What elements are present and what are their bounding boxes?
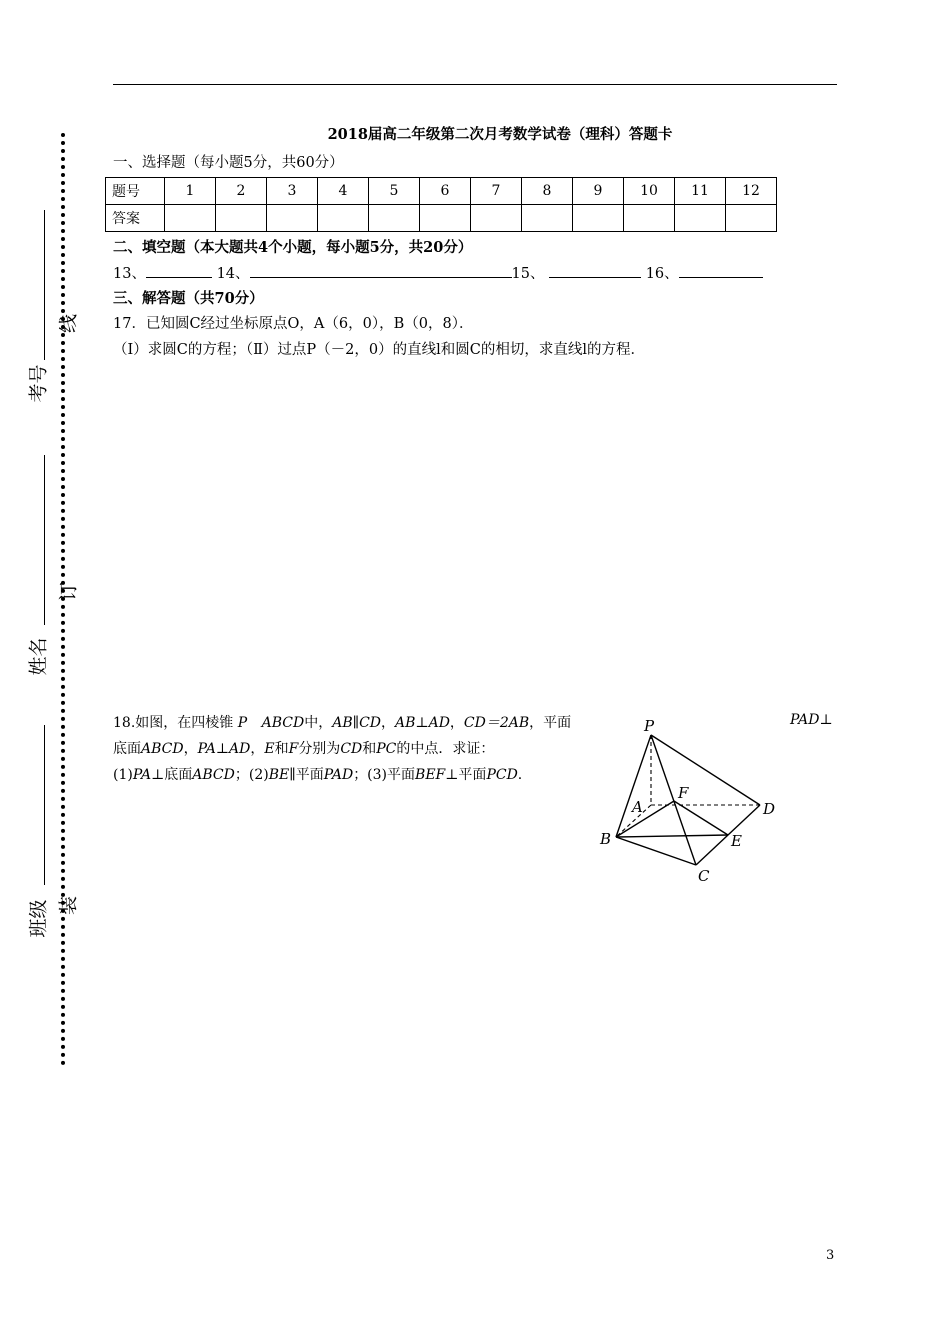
q18-math: ABCD [141, 741, 184, 757]
class-line [44, 725, 45, 885]
answer-cell[interactable] [726, 205, 777, 232]
edge-bf [616, 801, 674, 837]
exam-number-label: 考号 [27, 364, 50, 403]
q18-math: E [264, 741, 275, 757]
answer-table [105, 177, 777, 232]
edge-pd [651, 735, 760, 805]
q18-math: PAD [323, 767, 354, 783]
answer-cell[interactable] [165, 205, 216, 232]
question-17-line-2: （Ⅰ）求圆C的方程；（Ⅱ）过点P（－2，0）的直线l和圆C的相切，求直线l的方程． [113, 342, 646, 358]
answer-cell[interactable] [675, 205, 726, 232]
q18-math: CD [340, 741, 363, 757]
blank-15[interactable] [549, 263, 641, 278]
table-row-numbers [106, 178, 777, 205]
question-18-line-2 [113, 738, 494, 758]
section-1-heading: 一、选择题（每小题5分，共60分） [113, 155, 344, 171]
question-17-line-1: 17．已知圆C经过坐标原点O，A（6，0），B（0，8）． [113, 316, 474, 332]
q18-text: 底面 [113, 741, 141, 757]
pyramid-figure [590, 705, 790, 890]
q18-text: 和 [274, 741, 289, 757]
question-18-line-1-end: PAD⊥ [790, 712, 833, 728]
edge-bc [616, 837, 696, 865]
binding-marker-zhuang: 装 [57, 896, 80, 916]
q18-math: PCD [486, 767, 518, 783]
answer-cell[interactable] [471, 205, 522, 232]
label-e: E [731, 832, 742, 850]
answer-cell[interactable] [369, 205, 420, 232]
table-cell-number: 3 [267, 178, 318, 205]
edge-be [616, 835, 728, 837]
blank-label-14: 14、 [216, 266, 250, 282]
q18-text: ∥平面 [289, 767, 324, 783]
label-f: F [678, 784, 689, 802]
q18-math: CD＝2AB [463, 715, 530, 731]
q18-text: ， [183, 741, 198, 757]
q18-text: ⊥平面 [445, 767, 487, 783]
fill-blank-row [113, 262, 763, 283]
table-cell-number: 12 [726, 178, 777, 205]
q18-text: 18.如图，在四棱锥 [113, 715, 234, 731]
q18-text: 中， [304, 715, 333, 731]
q18-text: (1) [113, 767, 133, 783]
answer-cell[interactable] [318, 205, 369, 232]
q18-text: 的中点．求证： [396, 741, 495, 757]
label-d: D [763, 800, 776, 818]
q18-text: ， [449, 715, 464, 731]
q18-math: ABCD [261, 715, 305, 731]
table-cell-number: 5 [369, 178, 420, 205]
q18-math: AB⊥AD [395, 715, 450, 731]
q18-math: PA [132, 767, 152, 783]
label-b: B [600, 830, 612, 848]
q18-text: ⊥底面 [151, 767, 193, 783]
blank-14[interactable] [250, 263, 512, 278]
label-a: A [632, 798, 643, 816]
table-cell-number: 11 [675, 178, 726, 205]
answer-cell[interactable] [216, 205, 267, 232]
answer-cell[interactable] [573, 205, 624, 232]
q18-math: BE [268, 767, 290, 783]
q18-text: ， [250, 741, 265, 757]
section-2-heading: 二、填空题（本大题共4个小题，每小题5分，共20分） [113, 239, 473, 256]
question-18-line-1 [113, 712, 571, 732]
answer-cell[interactable] [267, 205, 318, 232]
q18-text: 和 [362, 741, 377, 757]
answer-cell[interactable] [522, 205, 573, 232]
blank-label-13: 13、 [113, 266, 146, 282]
section-3-heading: 三、解答题（共70分） [113, 290, 264, 307]
q18-math: BEF [415, 767, 446, 783]
q18-text: ，平面 [529, 715, 572, 731]
q18-math: PC [376, 741, 397, 757]
table-cell-number: 1 [165, 178, 216, 205]
edge-fe [674, 801, 728, 835]
table-cell-number: 7 [471, 178, 522, 205]
class-label: 班级 [27, 899, 50, 938]
q18-text: ；(2) [234, 767, 269, 783]
blank-label-16: 16、 [645, 266, 679, 282]
q18-math: AB∥CD [332, 715, 382, 731]
table-cell-number: 2 [216, 178, 267, 205]
binding-marker-ding: 订 [57, 582, 80, 602]
table-cell-number: 6 [420, 178, 471, 205]
label-p: P [644, 717, 655, 735]
table-cell-number: 9 [573, 178, 624, 205]
blank-13[interactable] [146, 263, 212, 278]
blank-label-15: 15、 [511, 266, 545, 282]
exam-number-line [44, 210, 45, 360]
blank-16[interactable] [679, 263, 763, 278]
top-rule [113, 84, 837, 85]
q18-math: P [237, 715, 248, 731]
table-cell-number: 4 [318, 178, 369, 205]
q18-text: ；(3)平面 [353, 767, 416, 783]
name-line [44, 455, 45, 625]
table-cell-number: 8 [522, 178, 573, 205]
label-c: C [698, 867, 710, 885]
edge-pc [651, 735, 696, 865]
binding-marker-xian: 线 [57, 314, 80, 334]
page-title: 2018届高二年级第二次月考数学试卷（理科）答题卡 [327, 126, 673, 143]
table-header-number: 题号 [106, 178, 165, 205]
q18-text: ， [381, 715, 396, 731]
table-row-answers [106, 205, 777, 232]
table-header-answer: 答案 [106, 205, 165, 232]
q18-text: . [517, 767, 523, 783]
q18-math: ABCD [192, 767, 235, 783]
answer-cell[interactable] [420, 205, 471, 232]
question-18-line-3 [113, 764, 522, 784]
table-cell-number: 10 [624, 178, 675, 205]
q18-math: F [288, 741, 299, 757]
q18-text: 分别为 [298, 741, 341, 757]
q18-math: PA⊥AD [197, 741, 251, 757]
answer-cell[interactable] [624, 205, 675, 232]
page-number: 3 [826, 1248, 835, 1263]
name-label: 姓名 [27, 637, 50, 676]
